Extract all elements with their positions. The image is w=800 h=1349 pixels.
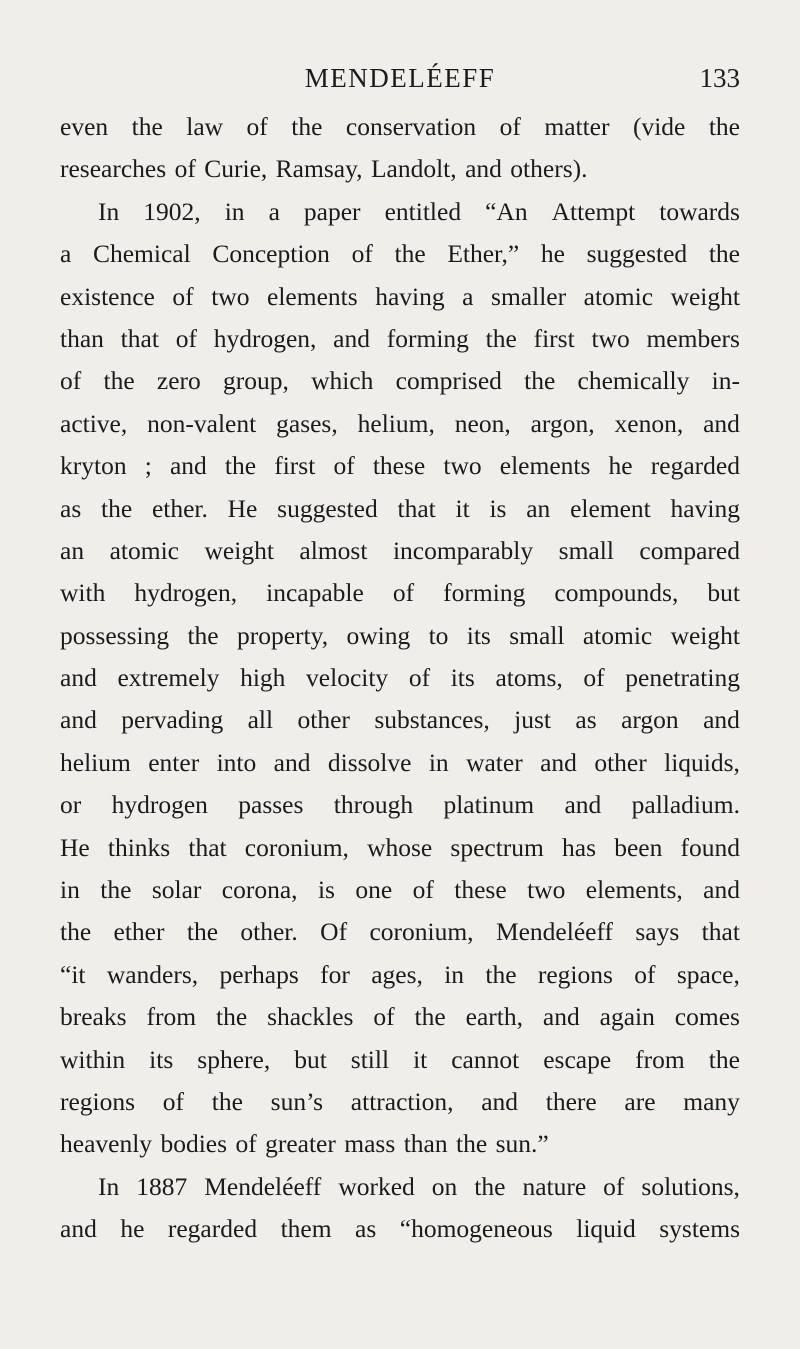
text-line: as the ether. He suggested that it is an element having (60, 493, 740, 523)
text-line: In 1887 Mendeléeff worked on the nature of solutions, (98, 1171, 740, 1201)
text-line: breaks from the shackles of the earth, and again comes (60, 1002, 740, 1032)
text-line: researches of Curie, Ramsay, Landolt, and others). (60, 154, 588, 184)
text-line: regions of the sun’s attraction, and there are many (60, 1086, 740, 1116)
text-line: existence of two elements having a smaller atomic weight (60, 281, 740, 311)
page-number: 133 (699, 63, 740, 93)
text-line: kryton ; and the first of these two elements he regarded (60, 451, 740, 481)
text-line: or hydrogen passes through platinum and palladium. (60, 790, 740, 820)
text-line: even the law of the conservation of matter (vide the (60, 112, 740, 141)
text-line: “it wanders, perhaps for ages, in the regions of space, (60, 959, 740, 989)
text-line: in the solar corona, is one of these two elements, and (60, 875, 740, 905)
text-line: and he regarded them as “homogeneous liquid systems (60, 1214, 740, 1244)
text-line: with hydrogen, incapable of forming compounds, but (60, 578, 740, 608)
text-line: than that of hydrogen, and forming the first two members (60, 323, 740, 353)
text-line: In 1902, in a paper entitled “An Attempt towards (98, 196, 740, 226)
text-line: heavenly bodies of greater mass than the sun.” (60, 1129, 549, 1159)
text-line: He thinks that coronium, whose spectrum has been found (60, 832, 740, 862)
text-line: and pervading all other substances, just as argon and (60, 705, 740, 735)
text-line: a Chemical Conception of the Ether,” he suggested the (60, 239, 740, 269)
text-line: active, non-valent gases, helium, neon, argon, xenon, and (60, 408, 740, 438)
body-text (60, 106, 740, 1251)
text-line: and extremely high velocity of its atoms, of penetrating (60, 663, 740, 693)
text-line: within its sphere, but still it cannot escape from the (60, 1044, 740, 1074)
running-head (60, 58, 740, 98)
text-line: of the zero group, which comprised the chemically in- (60, 366, 740, 396)
text-line: possessing the property, owing to its small atomic weight (60, 620, 740, 650)
running-head-title: MENDELÉEFF (304, 63, 496, 93)
text-line: the ether the other. Of coronium, Mendeléeff says that (60, 917, 740, 947)
text-line: an atomic weight almost incomparably small compared (60, 535, 740, 565)
text-line: helium enter into and dissolve in water and other liquids, (60, 747, 740, 777)
